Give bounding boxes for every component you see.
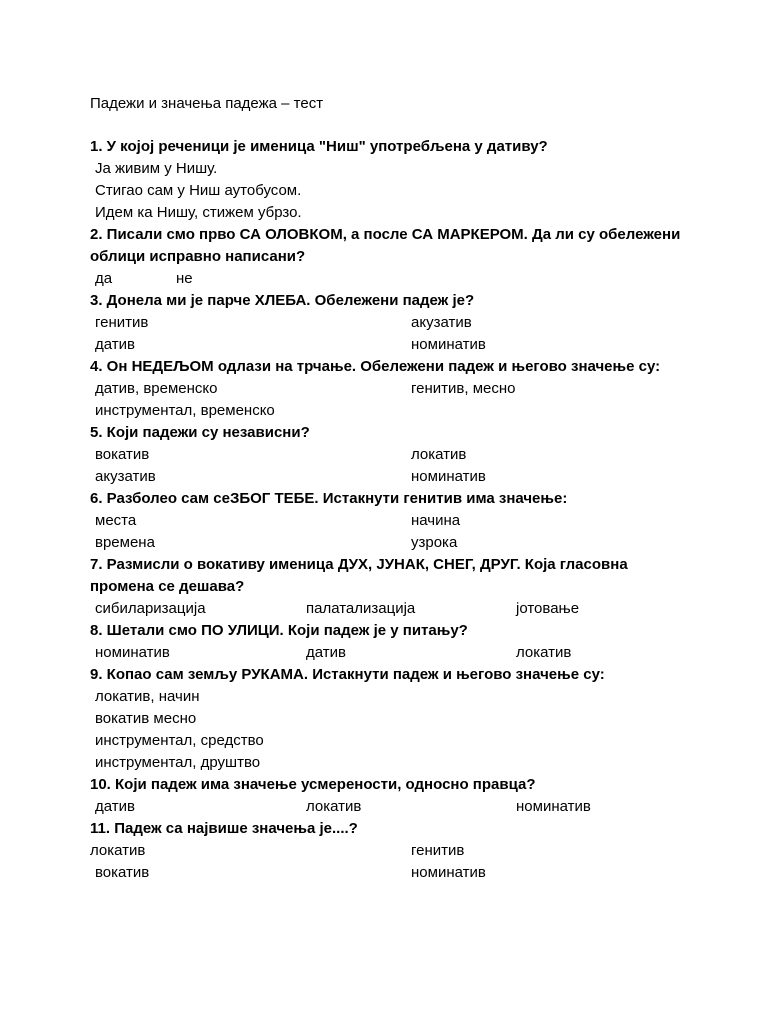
q10-option-b: локатив xyxy=(306,798,362,815)
q5-options-row-1 xyxy=(90,444,690,466)
q3-option-b: акузатив xyxy=(411,314,472,331)
q6-option-b: начина xyxy=(411,512,461,529)
question-4: 4. Он НЕДЕЉОМ одлази на трчање. Обележени падеж и његово значење су: xyxy=(90,358,661,375)
q11-option-a: локатив xyxy=(90,842,146,859)
test-body xyxy=(90,136,690,884)
q2-option-yes: да xyxy=(95,270,113,287)
q7-options-row xyxy=(90,598,690,620)
q5-option-b: локатив xyxy=(411,446,467,463)
q3-options-row-2 xyxy=(90,334,690,356)
question-10: 10. Који падеж има значење усмерености, односно правца? xyxy=(90,776,536,793)
q7-option-a: сибиларизација xyxy=(95,600,206,617)
q10-option-a: датив xyxy=(95,798,135,815)
q5-option-c: акузатив xyxy=(95,468,156,485)
question-5: 5. Који падежи су независни? xyxy=(90,424,310,441)
q8-option-a: номинатив xyxy=(95,644,170,661)
q8-options-row xyxy=(90,642,690,664)
q11-options-row-2 xyxy=(90,862,690,884)
q4-option-a: датив, временско xyxy=(95,380,218,397)
question-9: 9. Копао сам земљу РУКАМА. Истакнути падеж и његово значење су: xyxy=(90,666,605,683)
q9-option-b: вокатив месно xyxy=(95,710,197,727)
q10-option-c: номинатив xyxy=(516,798,591,815)
q10-options-row xyxy=(90,796,690,818)
q7-option-b: палатализација xyxy=(306,600,416,617)
q6-option-d: узрока xyxy=(411,534,458,551)
q1-option-a: Ја живим у Нишу. xyxy=(95,160,218,177)
q3-options-row-1 xyxy=(90,312,690,334)
q9-option-c: инструментал, средство xyxy=(95,732,264,749)
q3-option-c: датив xyxy=(95,336,135,353)
q6-option-a: места xyxy=(95,512,137,529)
q9-option-a: локатив, начин xyxy=(95,688,200,705)
q8-option-b: датив xyxy=(306,644,346,661)
question-8: 8. Шетали смо ПО УЛИЦИ. Који падеж је у питању? xyxy=(90,622,468,639)
question-7: 7. Размисли о вокативу именица ДУХ, ЈУНАК, СНЕГ, ДРУГ. Која гласовна промена се дешава? xyxy=(90,556,628,595)
q4-option-c: инструментал, временско xyxy=(95,402,275,419)
q4-options-row-1 xyxy=(90,378,690,400)
question-6: 6. Разболео сам сеЗБОГ ТЕБЕ. Истакнути генитив има значење: xyxy=(90,490,568,507)
q3-option-a: генитив xyxy=(95,314,149,331)
q6-options-row-1 xyxy=(90,510,690,532)
question-2: 2. Писали смо прво СА ОЛОВКОМ, а после СА МАРКЕРОМ. Да ли су обележени облици исправно написани? xyxy=(90,226,681,265)
q11-options-row-1 xyxy=(90,840,690,862)
q9-option-d: инструментал, друштво xyxy=(95,754,261,771)
q7-option-c: јотовање xyxy=(516,600,580,617)
q1-option-c: Идем ка Нишу, стижем убрзо. xyxy=(95,204,302,221)
q11-option-d: номинатив xyxy=(411,864,486,881)
question-11: 11. Падеж са највише значења је....? xyxy=(90,820,358,837)
document-title: Падежи и значења падежа – тест xyxy=(90,95,324,112)
question-1: 1. У којој реченици је именица "Ниш" употребљена у дативу? xyxy=(90,138,548,155)
q2-options-row xyxy=(90,268,690,290)
q2-option-no: не xyxy=(176,270,193,287)
q4-option-b: генитив, месно xyxy=(411,380,516,397)
q6-options-row-2 xyxy=(90,532,690,554)
q1-option-b: Стигао сам у Ниш аутобусом. xyxy=(95,182,302,199)
q6-option-c: времена xyxy=(95,534,155,551)
q11-option-b: генитив xyxy=(411,842,465,859)
q11-option-c: вокатив xyxy=(95,864,150,881)
q5-option-a: вокатив xyxy=(95,446,150,463)
q5-options-row-2 xyxy=(90,466,690,488)
question-3: 3. Донела ми је парче ХЛЕБА. Обележени падеж је? xyxy=(90,292,475,309)
q3-option-d: номинатив xyxy=(411,336,486,353)
q8-option-c: локатив xyxy=(516,644,572,661)
q5-option-d: номинатив xyxy=(411,468,486,485)
